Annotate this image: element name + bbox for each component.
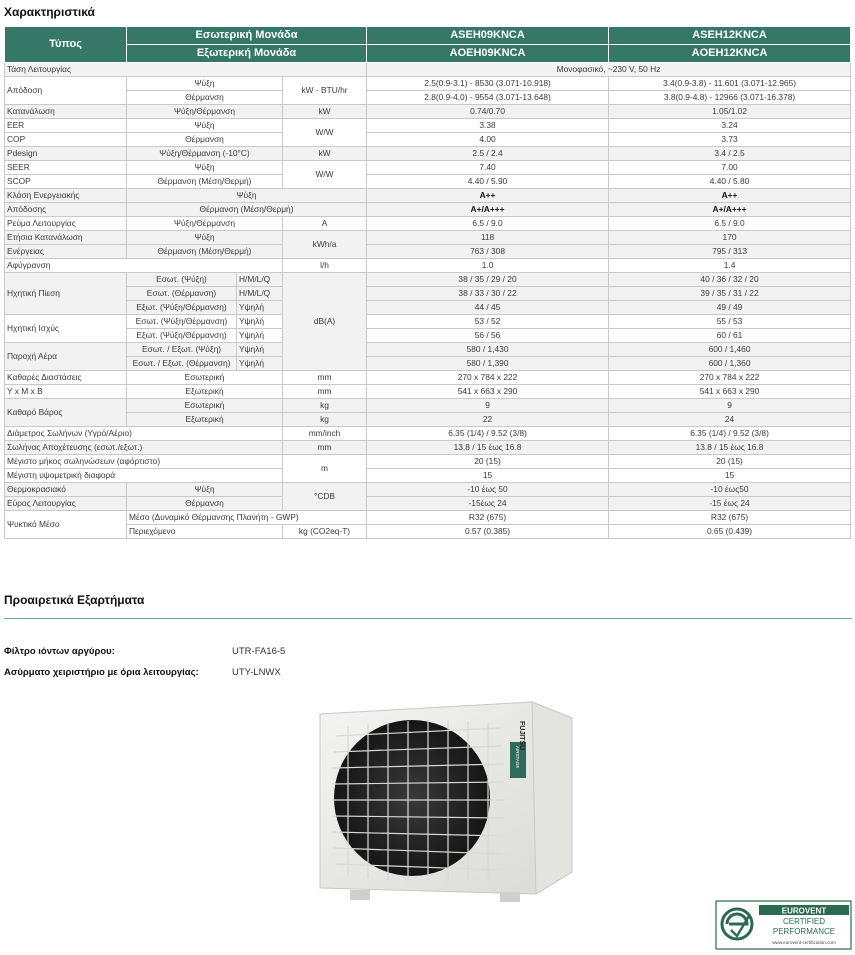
value-model-1: R32 (675) xyxy=(367,511,609,525)
value-model-2: 3.73 xyxy=(609,133,851,147)
row-unit: m xyxy=(283,455,367,483)
value-model-2: 1.4 xyxy=(609,259,851,273)
row-unit: kg xyxy=(283,413,367,427)
row-label: Απόδοσης xyxy=(5,203,127,217)
table-row xyxy=(5,455,851,469)
row-unit: mm/inch xyxy=(283,427,367,441)
value-model-1: 20 (15) xyxy=(367,455,609,469)
row-unit: dB(A) xyxy=(283,273,367,371)
row-sub: Εσωτ. (Ψύξη) xyxy=(127,273,237,287)
table-row xyxy=(5,385,851,399)
table-row xyxy=(5,77,851,91)
row-mode: Υψηλή xyxy=(237,301,283,315)
value-model-2: 3.4(0.9-3.8) - 11.601 (3.071-12.965) xyxy=(609,77,851,91)
value-model-2: 270 x 784 x 222 xyxy=(609,371,851,385)
value-model-2: 541 x 663 x 290 xyxy=(609,385,851,399)
accessory-label: Ασύρματο χειριστήριο με όρια λειτουργίας: xyxy=(4,667,199,678)
row-sub: Θέρμανση (Μέση/Θερμή) xyxy=(127,175,283,189)
row-label: Pdesign xyxy=(5,147,127,161)
value-model-2: 795 / 313 xyxy=(609,245,851,259)
value-model-2: 4.40 / 5.80 xyxy=(609,175,851,189)
badge-url: www.eurovent-certification.com xyxy=(772,940,836,945)
row-unit: mm xyxy=(283,385,367,399)
value-model-1: 580 / 1,390 xyxy=(367,357,609,371)
row-sub: Θέρμανση xyxy=(127,91,283,105)
row-label: Διάμετρος Σωλήνων (Υγρό/Αέριο) xyxy=(5,427,283,441)
value-model-1: 7.40 xyxy=(367,161,609,175)
value-model-2: 49 / 49 xyxy=(609,301,851,315)
divider xyxy=(4,618,852,619)
row-sub: Ψύξη xyxy=(127,231,283,245)
value-model-1: -10 έως 50 xyxy=(367,483,609,497)
value-model-2: 7.00 xyxy=(609,161,851,175)
row-label: Ψυκτικό Μέσο xyxy=(5,511,127,539)
spec-table xyxy=(4,26,851,539)
row-mode: Υψηλή xyxy=(237,329,283,343)
row-label: Υ x Μ x Β xyxy=(5,385,127,399)
table-row xyxy=(5,147,851,161)
table-row xyxy=(5,469,851,483)
value-model-1: 3.38 xyxy=(367,119,609,133)
badge-line-1: EUROVENT xyxy=(781,906,827,916)
badge-line-2: CERTIFIED xyxy=(782,917,826,926)
row-sub: Ψύξη/Θέρμανση xyxy=(127,217,283,231)
value-model-1: 0.57 (0.385) xyxy=(367,525,609,539)
row-sub: Εσωτερική xyxy=(127,399,283,413)
value-model-1: 44 / 45 xyxy=(367,301,609,315)
row-sub: Ψύξη xyxy=(127,483,283,497)
table-row xyxy=(5,441,851,455)
indoor-model-2: ASEH12KNCA xyxy=(609,27,851,45)
row-label: Καθαρές Διαστάσεις xyxy=(5,371,127,385)
value-model-2: 15 xyxy=(609,469,851,483)
eurovent-logo-icon xyxy=(715,900,852,950)
value-model-2: A++ xyxy=(609,189,851,203)
value-model-2: 0.65 (0.439) xyxy=(609,525,851,539)
row-unit: kg (CO2eq-T) xyxy=(283,525,367,539)
value-model-2: A+/A+++ xyxy=(609,203,851,217)
row-label: Καθαρό Βάρος xyxy=(5,399,127,427)
value-model-2: 3.8(0.9-4.8) - 12966 (3.071-16.378) xyxy=(609,91,851,105)
row-mode: H/M/L/Q xyxy=(237,273,283,287)
value-model-1: 2.5(0.9-3.1) - 8530 (3.071-10.918) xyxy=(367,77,609,91)
row-label: Ηχητική Ισχύς xyxy=(5,315,127,343)
row-label: Ενέργειας xyxy=(5,245,127,259)
value-model-2: 55 / 53 xyxy=(609,315,851,329)
row-sub: Θέρμανση xyxy=(127,497,283,511)
table-row xyxy=(5,371,851,385)
row-sub: Εσωτερική xyxy=(127,371,283,385)
row-label: Θερμοκρασιακό xyxy=(5,483,127,497)
row-sub: Ψύξη/Θέρμανση (-10°C) xyxy=(127,147,283,161)
value-model-2: 6.35 (1/4) / 9.52 (3/8) xyxy=(609,427,851,441)
row-sub: Εσωτ. / Εξωτ. (Θέρμανση) xyxy=(127,357,237,371)
row-sub: Εσωτ. (Θέρμανση) xyxy=(127,287,237,301)
outdoor-model-1: AOEH09KNCA xyxy=(367,45,609,63)
value-model-1: 9 xyxy=(367,399,609,413)
row-label: Ηχητική Πίεση xyxy=(5,273,127,315)
features-title: Χαρακτηριστικά xyxy=(4,5,95,19)
row-label: Κλάση Ενεργειακής xyxy=(5,189,127,203)
value-model-1: 56 / 56 xyxy=(367,329,609,343)
row-label: Κατανάλωση xyxy=(5,105,127,119)
row-label: Μέγιστο μήκος σωληνώσεων (αφόρτιστο) xyxy=(5,455,283,469)
row-unit: l/h xyxy=(283,259,367,273)
row-label: COP xyxy=(5,133,127,147)
value-model-1: 0.74/0.70 xyxy=(367,105,609,119)
row-unit: W/W xyxy=(283,119,367,147)
value-model-2: -10 έως50 xyxy=(609,483,851,497)
table-row xyxy=(5,399,851,413)
row-mode: Υψηλή xyxy=(237,357,283,371)
value-model-1: 53 / 52 xyxy=(367,315,609,329)
value-model-1: 4.00 xyxy=(367,133,609,147)
value-model-1: -15έως 24 xyxy=(367,497,609,511)
table-row xyxy=(5,119,851,133)
value-model-1: 22 xyxy=(367,413,609,427)
table-row xyxy=(5,231,851,245)
table-row xyxy=(5,315,851,329)
row-sub: Ψύξη xyxy=(127,77,283,91)
table-row xyxy=(5,161,851,175)
outdoor-model-2: AOEH12KNCA xyxy=(609,45,851,63)
value-model-1: 4.40 / 5.90 xyxy=(367,175,609,189)
value-model-2: 3.4 / 2.5 xyxy=(609,147,851,161)
row-label: Μέγιστη υψομετρική διαφορά xyxy=(5,469,283,483)
outdoor-unit-header: Εξωτερική Μονάδα xyxy=(127,45,367,63)
table-row xyxy=(5,105,851,119)
row-unit: kW xyxy=(283,147,367,161)
table-row xyxy=(5,273,851,287)
table-row xyxy=(5,133,851,147)
value-model-1: 270 x 784 x 222 xyxy=(367,371,609,385)
value-model-1: 6.5 / 9.0 xyxy=(367,217,609,231)
row-sub: Εξωτερική xyxy=(127,385,283,399)
row-sub: Θέρμανση (Μέση/Θερμή) xyxy=(127,245,283,259)
value-model-2: 170 xyxy=(609,231,851,245)
table-row xyxy=(5,427,851,441)
value-model-2: 39 / 35 / 31 / 22 xyxy=(609,287,851,301)
value-model-1: 763 / 308 xyxy=(367,245,609,259)
table-row xyxy=(5,525,851,539)
accessory-item xyxy=(4,646,285,657)
indoor-unit-header: Εσωτερική Μονάδα xyxy=(127,27,367,45)
row-mode: Υψηλή xyxy=(237,343,283,357)
value-model-1: 38 / 33 / 30 / 22 xyxy=(367,287,609,301)
row-mode: H/M/L/Q xyxy=(237,287,283,301)
indoor-model-1: ASEH09KNCA xyxy=(367,27,609,45)
value-model-1: 118 xyxy=(367,231,609,245)
row-label: Απόδοση xyxy=(5,77,127,105)
row-label: Αφύγρανση xyxy=(5,259,283,273)
value-model-2: 600 / 1,360 xyxy=(609,357,851,371)
row-unit: W/W xyxy=(283,161,367,189)
row-label: Ρεύμα Λειτουργίας xyxy=(5,217,127,231)
value-model-2: -15 έως 24 xyxy=(609,497,851,511)
value-model-2: 6.5 / 9.0 xyxy=(609,217,851,231)
row-sub: Ψύξη/Θέρμανση xyxy=(127,105,283,119)
row-sub: Εσωτ. / Εξωτ. (Ψύξη) xyxy=(127,343,237,357)
row-value: Μονοφασικό, ~230 V, 50 Hz xyxy=(367,63,851,77)
row-unit: kW xyxy=(283,105,367,119)
table-row xyxy=(5,413,851,427)
row-sub: Ψύξη xyxy=(127,119,283,133)
row-sub: Θέρμανση xyxy=(127,133,283,147)
row-label: SCOP xyxy=(5,175,127,189)
table-row xyxy=(5,189,851,203)
table-row xyxy=(5,287,851,301)
row-sub: Εσωτ. (Ψύξη/Θέρμανση) xyxy=(127,315,237,329)
table-row xyxy=(5,329,851,343)
value-model-1: 580 / 1,430 xyxy=(367,343,609,357)
accessory-label: Φίλτρο ιόντων αργύρου: xyxy=(4,646,115,657)
row-unit: °CDB xyxy=(283,483,367,511)
table-row xyxy=(5,483,851,497)
table-row xyxy=(5,217,851,231)
eurovent-badge xyxy=(715,900,852,950)
row-label: Εύρος Λειτουργίας xyxy=(5,497,127,511)
value-model-2: 1.05/1.02 xyxy=(609,105,851,119)
accessory-item xyxy=(4,667,281,678)
accessories-title: Προαιρετικά Εξαρτήματα xyxy=(4,593,145,607)
table-row xyxy=(5,91,851,105)
value-model-1: 541 x 663 x 290 xyxy=(367,385,609,399)
table-row xyxy=(5,259,851,273)
row-sub: Εξωτ. (Ψύξη/Θέρμανση) xyxy=(127,329,237,343)
value-model-1: 15 xyxy=(367,469,609,483)
value-model-1: 2.8(0.9-4.0) - 9554 (3.071-13.648) xyxy=(367,91,609,105)
outdoor-unit-image xyxy=(310,696,578,911)
row-label: EER xyxy=(5,119,127,133)
value-model-1: 38 / 35 / 29 / 20 xyxy=(367,273,609,287)
table-row xyxy=(5,357,851,371)
value-model-2: R32 (675) xyxy=(609,511,851,525)
value-model-2: 3.24 xyxy=(609,119,851,133)
row-sub: Εξωτερική xyxy=(127,413,283,427)
value-model-2: 20 (15) xyxy=(609,455,851,469)
row-unit: kg xyxy=(283,399,367,413)
value-model-2: 13.8 / 15 έως 16.8 xyxy=(609,441,851,455)
value-model-1: 13.8 / 15 έως 16.8 xyxy=(367,441,609,455)
row-label: Ετήσια Κατανάλωση xyxy=(5,231,127,245)
table-row xyxy=(5,245,851,259)
badge-line-3: PERFORMANCE xyxy=(772,927,836,936)
row-mode: Υψηλή xyxy=(237,315,283,329)
table-row xyxy=(5,63,851,77)
value-model-1: 2.5 / 2.4 xyxy=(367,147,609,161)
accessory-value: UTR-FA16-5 xyxy=(232,646,286,657)
value-model-2: 24 xyxy=(609,413,851,427)
row-unit: mm xyxy=(283,371,367,385)
table-row xyxy=(5,511,851,525)
table-row xyxy=(5,343,851,357)
row-label: Παροχή Αέρα xyxy=(5,343,127,371)
value-model-2: 9 xyxy=(609,399,851,413)
row-sub: Ψύξη xyxy=(127,161,283,175)
row-unit: mm xyxy=(283,441,367,455)
table-row xyxy=(5,497,851,511)
value-model-1: A++ xyxy=(367,189,609,203)
row-unit: kWh/a xyxy=(283,231,367,259)
value-model-2: 600 / 1,460 xyxy=(609,343,851,357)
value-model-2: 60 / 61 xyxy=(609,329,851,343)
table-row xyxy=(5,301,851,315)
row-sub: Εξωτ. (Ψύξη/Θέρμανση) xyxy=(127,301,237,315)
value-model-1: 6.35 (1/4) / 9.52 (3/8) xyxy=(367,427,609,441)
value-model-2: 40 / 36 / 32 / 20 xyxy=(609,273,851,287)
series-badge: AIRSTAGE xyxy=(515,746,520,769)
type-header: Τύπος xyxy=(5,27,127,63)
row-label: Τάση Λειτουργίας xyxy=(5,63,367,77)
row-label: Σωλήνας Αποχέτευσης (εσωτ./εξωτ.) xyxy=(5,441,283,455)
table-row xyxy=(5,203,851,217)
accessory-value: UTY-LNWX xyxy=(232,667,281,678)
row-sub: Μέσο (Δυναμικό Θέρμανσης Πλανήτη - GWP) xyxy=(127,511,367,525)
value-model-1: 1.0 xyxy=(367,259,609,273)
row-sub: Ψύξη xyxy=(127,189,367,203)
row-unit: kW - BTU/hr xyxy=(283,77,367,105)
row-unit: A xyxy=(283,217,367,231)
value-model-1: A+/A+++ xyxy=(367,203,609,217)
row-sub: Θέρμανση (Μέση/Θερμή) xyxy=(127,203,367,217)
table-row xyxy=(5,175,851,189)
brand-text: FUJITSU xyxy=(518,721,525,751)
row-label: SEER xyxy=(5,161,127,175)
row-sub: Περιεχόμενο xyxy=(127,525,283,539)
